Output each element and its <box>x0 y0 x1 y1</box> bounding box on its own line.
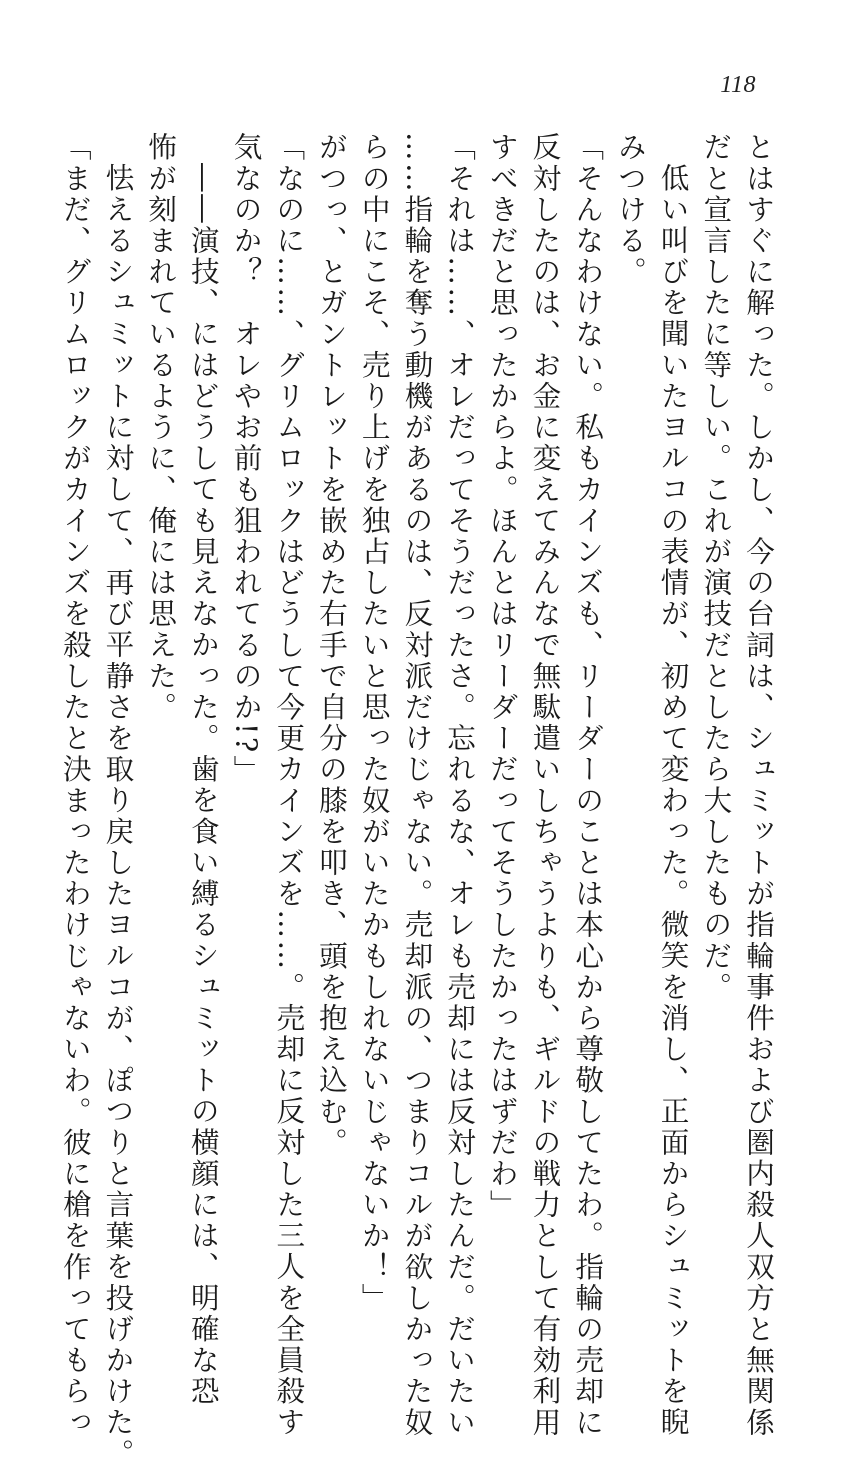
text-line: とはすぐに解った。しかし、今の台詞は、シュミットが指輪事件および圏内殺人双方と無関係 <box>742 132 776 1439</box>
text-line: 怖が刻まれているように、俺には思えた。 <box>144 132 179 723</box>
vertical-text-body <box>58 132 780 1469</box>
text-line: ……指輪を奪う動機があるのは、反対派だけじゃない。売却派の、つまりコルが欲しかった奴 <box>400 132 435 1439</box>
text-line: 「それは……、オレだってそうだったさ。忘れるな、オレも売却には反対したんだ。だいたい <box>443 132 478 1439</box>
text-line: らの中にこそ、売り上げを独占したいと思った奴がいたかもしれないじゃないか！」 <box>357 132 392 1314</box>
text-line: みつける。 <box>613 132 648 288</box>
text-line: 反対したのは、お金に変えてみんなで無駄遣いしちゃうよりも、ギルドの戦力として有効利用 <box>528 132 563 1439</box>
text-line: 「まだ、グリムロックがカインズを殺したと決まったわけじゃないわ。彼に槍を作ってもらっ <box>58 132 93 1439</box>
page-number: 118 <box>720 72 756 98</box>
text-line: 「そんなわけない。私もカインズも、リーダーのことは本心から尊敬してたわ。指輪の売却に <box>571 132 606 1439</box>
text-line: 低い叫びを聞いたヨルコの表情が、初めて変わった。微笑を消し、正面からシュミットを睨 <box>656 163 691 1439</box>
text-line: だと宣言したに等しい。これが演技だとしたら大したものだ。 <box>699 132 734 1003</box>
text-line: ――演技、にはどうしても見えなかった。歯を食い縛るシュミットの横顔には、明確な恐 <box>186 163 221 1407</box>
text-line: 気なのか？ オレやお前も狙われてるのか!?」 <box>229 132 264 786</box>
text-line: がつっ、とガントレットを嵌めた右手で自分の膝を叩き、頭を抱え込む。 <box>314 132 349 1159</box>
text-line: 怯えるシュミットに対して、再び平静さを取り戻したヨルコが、ぽつりと言葉を投げかけた。 <box>101 163 136 1469</box>
text-line: 「なのに……、グリムロックはどうして今更カインズを……。売却に反対した三人を全員殺す <box>272 132 307 1439</box>
text-line: すべきだと思ったからよ。ほんとはリーダーだってそうしたかったはずだわ」 <box>485 132 520 1221</box>
